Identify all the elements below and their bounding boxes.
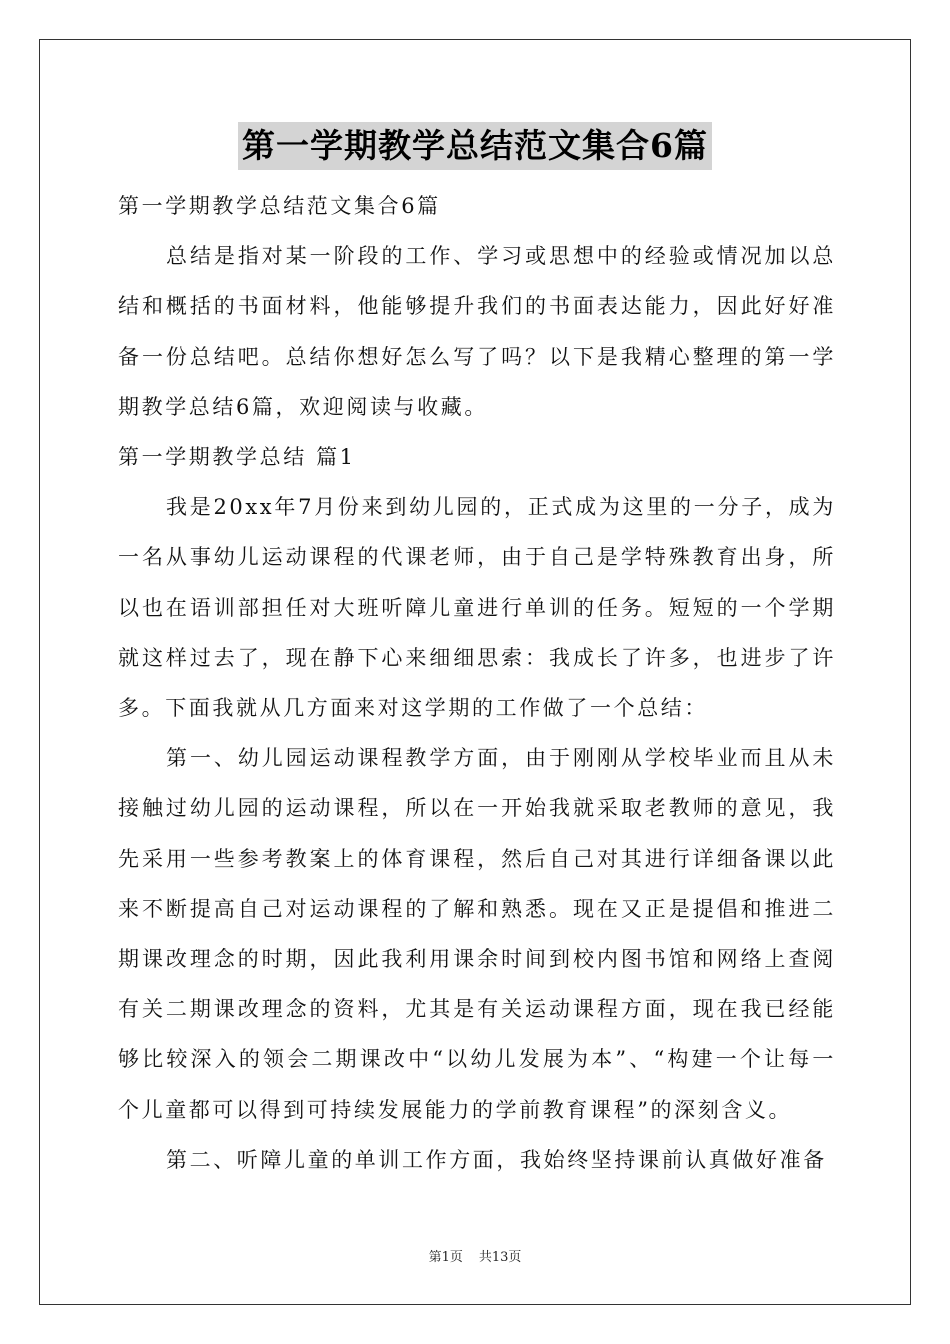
subtitle-line: 第一学期教学总结范文集合6篇 <box>118 194 441 218</box>
document-body <box>118 181 836 1185</box>
body-paragraph: 第二、听障儿童的单训工作方面，我始终坚持课前认真做好准备 <box>166 1147 827 1172</box>
body-paragraph: 第一、幼儿园运动课程教学方面，由于刚刚从学校毕业而且从未接触过幼儿园的运动课程，所以在一开始我就采取老教师的意见，我先采用一些参考教案上的体育课程，然后自己对其进行详细备课以此来不断提高自己对运动课程的了解和熟悉。现在又正是提倡和推进二期课改理念的时期，因此我利用课余时间到校内图书馆和网络上查阅有关二期课改理念的资料，尤其是有关运动课程方面，现在我已经能够比较深入的领会二期课改中“以幼儿发展为本”、“构建一个让每一个儿童都可以得到可持续发展能力的学前教育课程”的深刻含义。 <box>118 746 836 1122</box>
section-heading: 第一学期教学总结 篇1 <box>118 445 356 470</box>
body-paragraph: 我是20xx年7月份来到幼儿园的，正式成为这里的一分子，成为一名从事幼儿运动课程的代课老师，由于自己是学特殊教育出身，所以也在语训部担任对大班听障儿童进行单训的任务。短短的一个学期就这样过去了，现在静下心来细细思索：我成长了许多，也进步了许多。下面我就从几方面来对这学期的工作做了一个总结： <box>118 495 836 721</box>
page-footer <box>0 1246 950 1265</box>
intro-paragraph: 总结是指对某一阶段的工作、学习或思想中的经验或情况加以总结和概括的书面材料，他能够提升我们的书面表达能力，因此好好准备一份总结吧。总结你想好怎么写了吗？以下是我精心整理的第一学期教学总结6篇，欢迎阅读与收藏。 <box>118 244 836 419</box>
document-title-wrapper <box>0 122 950 170</box>
document-title: 第一学期教学总结范文集合6篇 <box>238 122 712 170</box>
page-total: 共13页 <box>478 1250 522 1265</box>
page-number: 第1页 <box>428 1250 463 1265</box>
